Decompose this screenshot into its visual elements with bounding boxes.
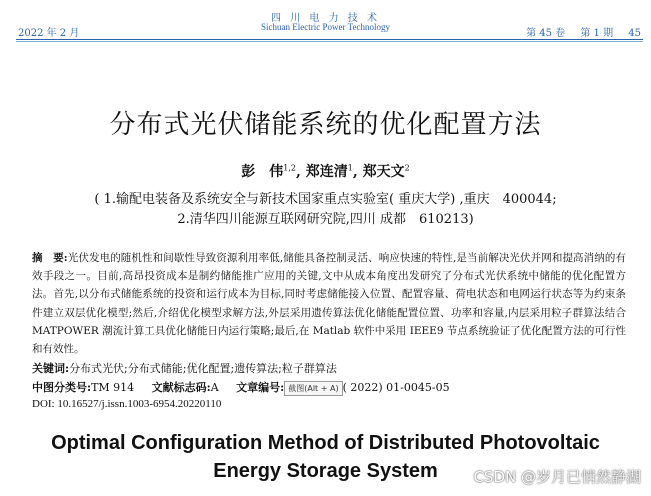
affiliation-1: ( 1.输配电装备及系统安全与新技术国家重点实验室( 重庆大学) ,重庆 400044; [94,192,557,207]
keywords-label: 关键词: [32,362,70,375]
header-volume-issue [514,24,641,39]
header-journal-cn: 四 川 电 力 技 术 [271,13,380,24]
clc-value: TM 914 [91,381,135,394]
article-number-label: 文章编号: [236,381,285,394]
paper-title-en-line-2: Energy Storage System [213,460,438,482]
header-page: 45 [628,28,641,39]
csdn-watermark: CSDN @岁月已悄然静湖 [473,468,641,486]
author-3: 郑天文$^2$ [362,163,410,180]
header-date: 2022 年 2 月 [18,28,80,39]
header-rule [16,39,643,40]
abstract-text: 光伏发电的随机性和间歇性导致资源利用率低,储能具备控制灵活、响应快速的特性,是当前解决光伏并网和提高消纳的有效手段之一。目前,高昂投资成本是制约储能推广应用的关键,文中从成本角度出发研究了分布式光伏系统中储能的优化配置方法。首先,以分布式储能系统的投资和运行成本为目标,同时考虑储能接入位置、配置容量、荷电状态和电网运行状态等为约束条件建立双层优化模型;然后,介绍优化模型求解方法,外层采用遗传算法优化储能配置位置、功率和容量,内层采用粒子群算法结合 MATPOWER 潮流计算工具优化储能日内运行策略;最后,在 Matlab 软件中采用 IEEE9 节点系统验证了优化配置方法的可行性和有效性。 [32,252,626,356]
keywords [32,360,337,376]
author-list: 彭 伟$^{1,2}$, 郑连清$^1$, 郑天文$^2$ [241,163,410,180]
doi[interactable]: DOI: 10.16527/j.issn.1003-6954.20220110 [32,398,222,410]
screenshot-tooltip: 截图(Alt + A) [284,381,342,396]
keywords-text: 分布式光伏;分布式储能;优化配置;遗传算法;粒子群算法 [69,362,337,375]
article-number-value: ( 2022) 01-0045-05 [342,381,450,394]
doc-code-label: 文献标志码: [151,381,211,394]
doc-code-value: A [210,381,219,394]
clc-label: 中图分类号: [32,381,92,394]
paper-title-en-line-1: Optimal Configuration Method of Distributed Photovoltaic [51,432,600,454]
header-rule-secondary [16,41,643,42]
abstract-label: 摘 要: [32,252,68,264]
abstract [32,249,626,358]
classification-line [32,379,450,396]
affiliation-2: 2.清华四川能源互联网研究院,四川 成都 610213) [177,212,474,227]
paper-title-cn: 分布式光伏储能系统的优化配置方法 [109,110,542,140]
journal-header [0,0,651,44]
header-issue: 第 1 期 [580,28,614,39]
author-2: 郑连清$^1$ [305,163,353,180]
header-volume: 第 45 卷 [526,28,566,39]
header-journal-en: Sichuan Electric Power Technology [261,22,390,32]
author-1: 彭 伟$^{1,2}$ [241,163,297,180]
